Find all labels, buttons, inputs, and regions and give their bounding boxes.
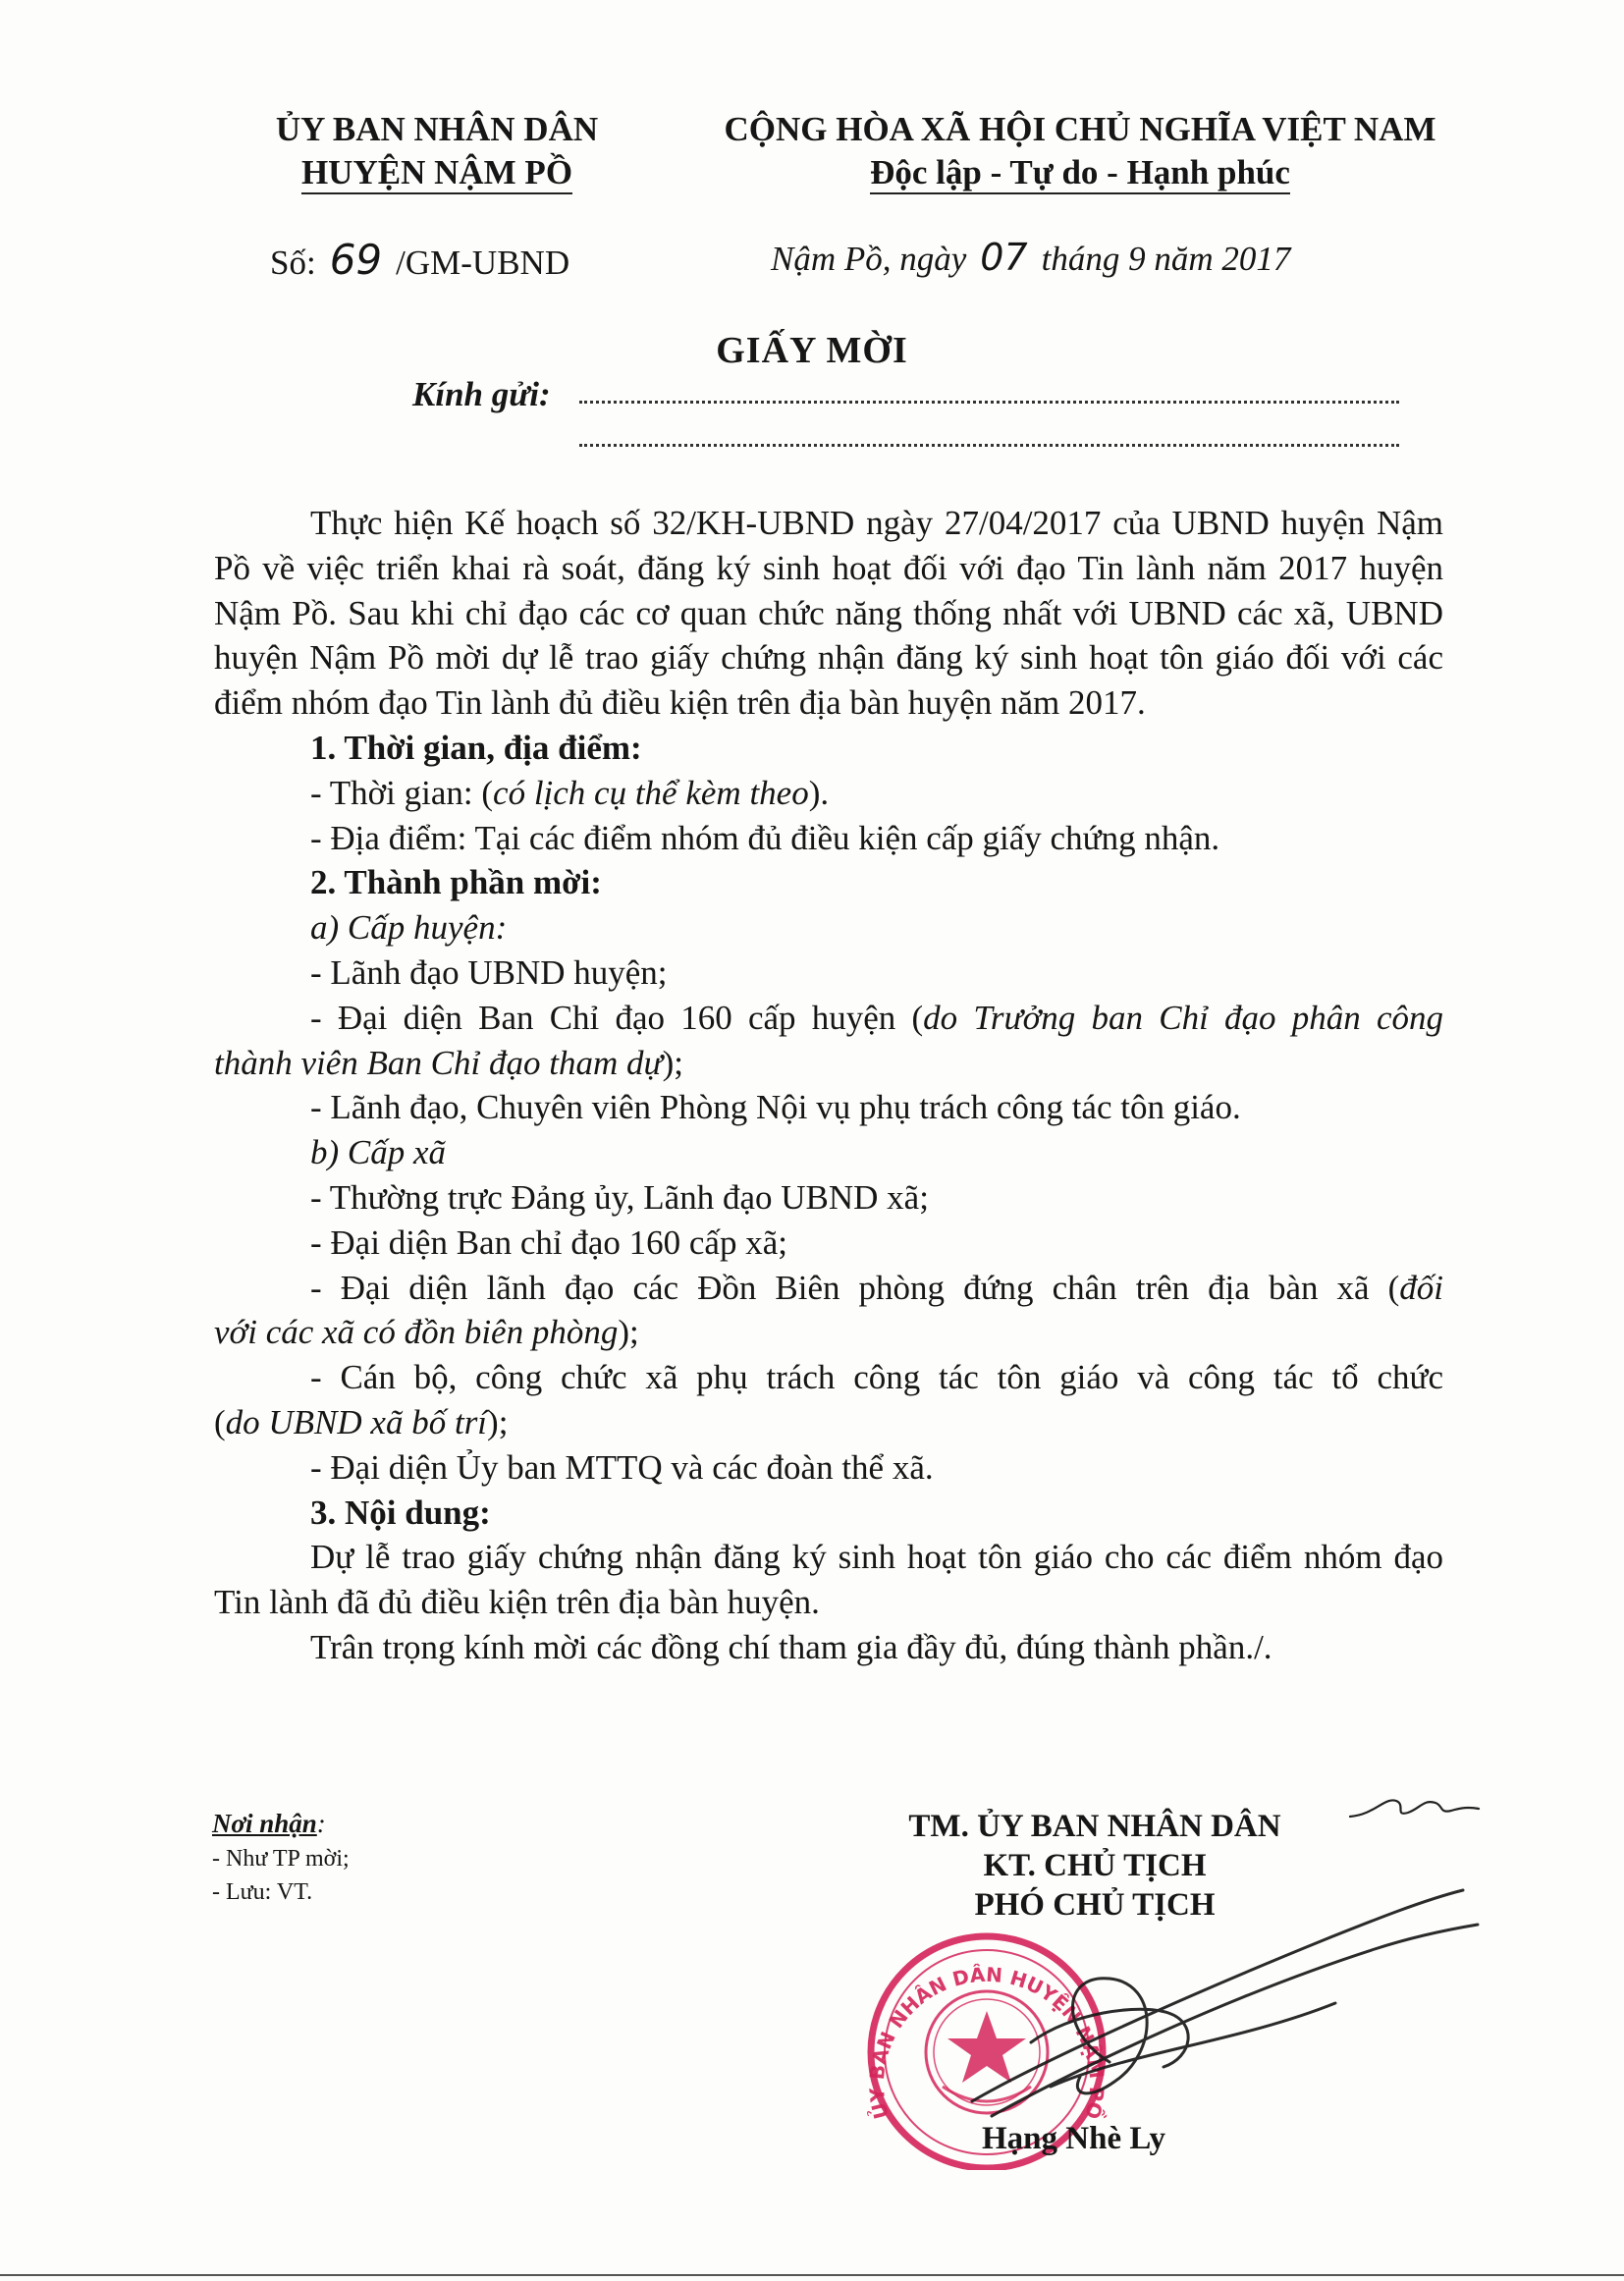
handwritten-signature-icon [913,1856,1522,2150]
sig-line2: KT. CHỦ TỊCH [983,1848,1207,1883]
addressee-dotline-2 [579,444,1399,447]
issuing-authority [196,108,677,194]
authority-line1: ỦY BAN NHÂN DÂN [275,110,599,148]
intro-paragraph: Thực hiện Kế hoạch số 32/KH-UBND ngày 27/04/2017 của UBND huyện Nậm Pồ về việc triển khai rà soát, đăng ký sinh hoạt đối với đạo Tin lành năm 2017 huyện Nậm Pồ. Sau khi chỉ đạo các cơ quan chức năng thống nhất với UBND các xã, UBND huyện Nậm Pồ mời dự lễ trao giấy chứng nhận đăng ký sinh hoạt tôn giáo đối với các điểm nhóm đạo Tin lành đủ điều kiện trên địa bàn huyện năm 2017. [214,504,1443,723]
initials-mark-icon [1345,1787,1483,1826]
scan-bottom-edge [0,2274,1624,2276]
document-number: Số: 69 /GM-UBND [270,236,570,284]
section-3-heading: 3. Nội dung: [310,1493,491,1532]
recipients-title: Nơi nhận [212,1809,317,1838]
s2-commune-level: b) Cấp xã [310,1133,447,1172]
s2-b3-line1: - Đại diện lãnh đạo các Đồn Biên phòng đứng chân trên địa bàn xã (đối [310,1268,1443,1307]
s1-time: - Thời gian: (có lịch cụ thể kèm theo). [310,773,830,812]
s2-a1: - Lãnh đạo UBND huyện; [310,952,668,992]
recipient-item: - Lưu: VT. [212,1879,313,1905]
s2-a2-line2: thành viên Ban Chỉ đạo tham dự); [214,1043,683,1082]
svg-text:ỦY BAN NHÂN DÂN HUYỆN NẬM PỒ: ỦY BAN NHÂN DÂN HUYỆN NẬM PỒ [864,1962,1110,2122]
signer-name: Hạng Nhè Ly [982,2121,1166,2156]
s2-b4-line1: - Cán bộ, công chức xã phụ trách công tác tôn giáo và công tác tổ chức [310,1358,1443,1397]
recipient-item: - Như TP mời; [212,1846,350,1872]
s2-a2-line1: - Đại diện Ban Chỉ đạo 160 cấp huyện (do Trưởng ban Chỉ đạo phân công [310,998,1443,1037]
document-date: Nậm Pồ, ngày 07 tháng 9 năm 2017 [771,236,1291,279]
s2-b1: - Thường trực Đảng ủy, Lãnh đạo UBND xã; [310,1177,929,1217]
national-motto: Độc lập - Tự do - Hạnh phúc [870,153,1290,194]
s2-a3: - Lãnh đạo, Chuyên viên Phòng Nội vụ phụ trách công tác tôn giáo. [310,1088,1241,1127]
document-body [214,501,1443,1670]
addressee-dotline-1 [579,401,1399,404]
authority-line2: HUYỆN NẬM PỒ [301,153,572,194]
handwritten-number: 69 [329,236,383,284]
sig-line1: TM. ỦY BAN NHÂN DÂN [908,1809,1281,1844]
s3-text: Dự lễ trao giấy chứng nhận đăng ký sinh hoạt tôn giáo cho các điểm nhóm đạo Tin lành đã đủ điều kiện trên địa bàn huyện. [214,1538,1443,1622]
s1-place: - Địa điểm: Tại các điểm nhóm đủ điều kiện cấp giấy chứng nhận. [310,818,1220,857]
s2-b3-line2: với các xã có đồn biên phòng); [214,1313,639,1352]
addressee-label: Kính gửi: [412,375,551,413]
document-title: GIẤY MỜI [716,330,908,371]
section-2-heading: 2. Thành phần mời: [310,863,602,902]
s2-b2: - Đại diện Ban chỉ đạo 160 cấp xã; [310,1222,787,1262]
s2-b4-line2: (do UBND xã bố trí); [214,1402,509,1441]
handwritten-day: 07 [980,236,1028,279]
section-1-heading: 1. Thời gian, địa điểm: [310,728,642,767]
s2-district-level: a) Cấp huyện: [310,908,508,948]
national-heading [638,108,1522,194]
closing-line: Trân trọng kính mời các đồng chí tham gia đầy đủ, đúng thành phần./. [310,1627,1272,1666]
s2-b5: - Đại diện Ủy ban MTTQ và các đoàn thể xã. [310,1447,934,1487]
recipients-block: Nơi nhận: - Như TP mời; - Lưu: VT. [212,1807,350,1909]
nation-name: CỘNG HÒA XÃ HỘI CHỦ NGHĨA VIỆT NAM [724,110,1436,148]
sig-line3: PHÓ CHỦ TỊCH [974,1887,1216,1923]
